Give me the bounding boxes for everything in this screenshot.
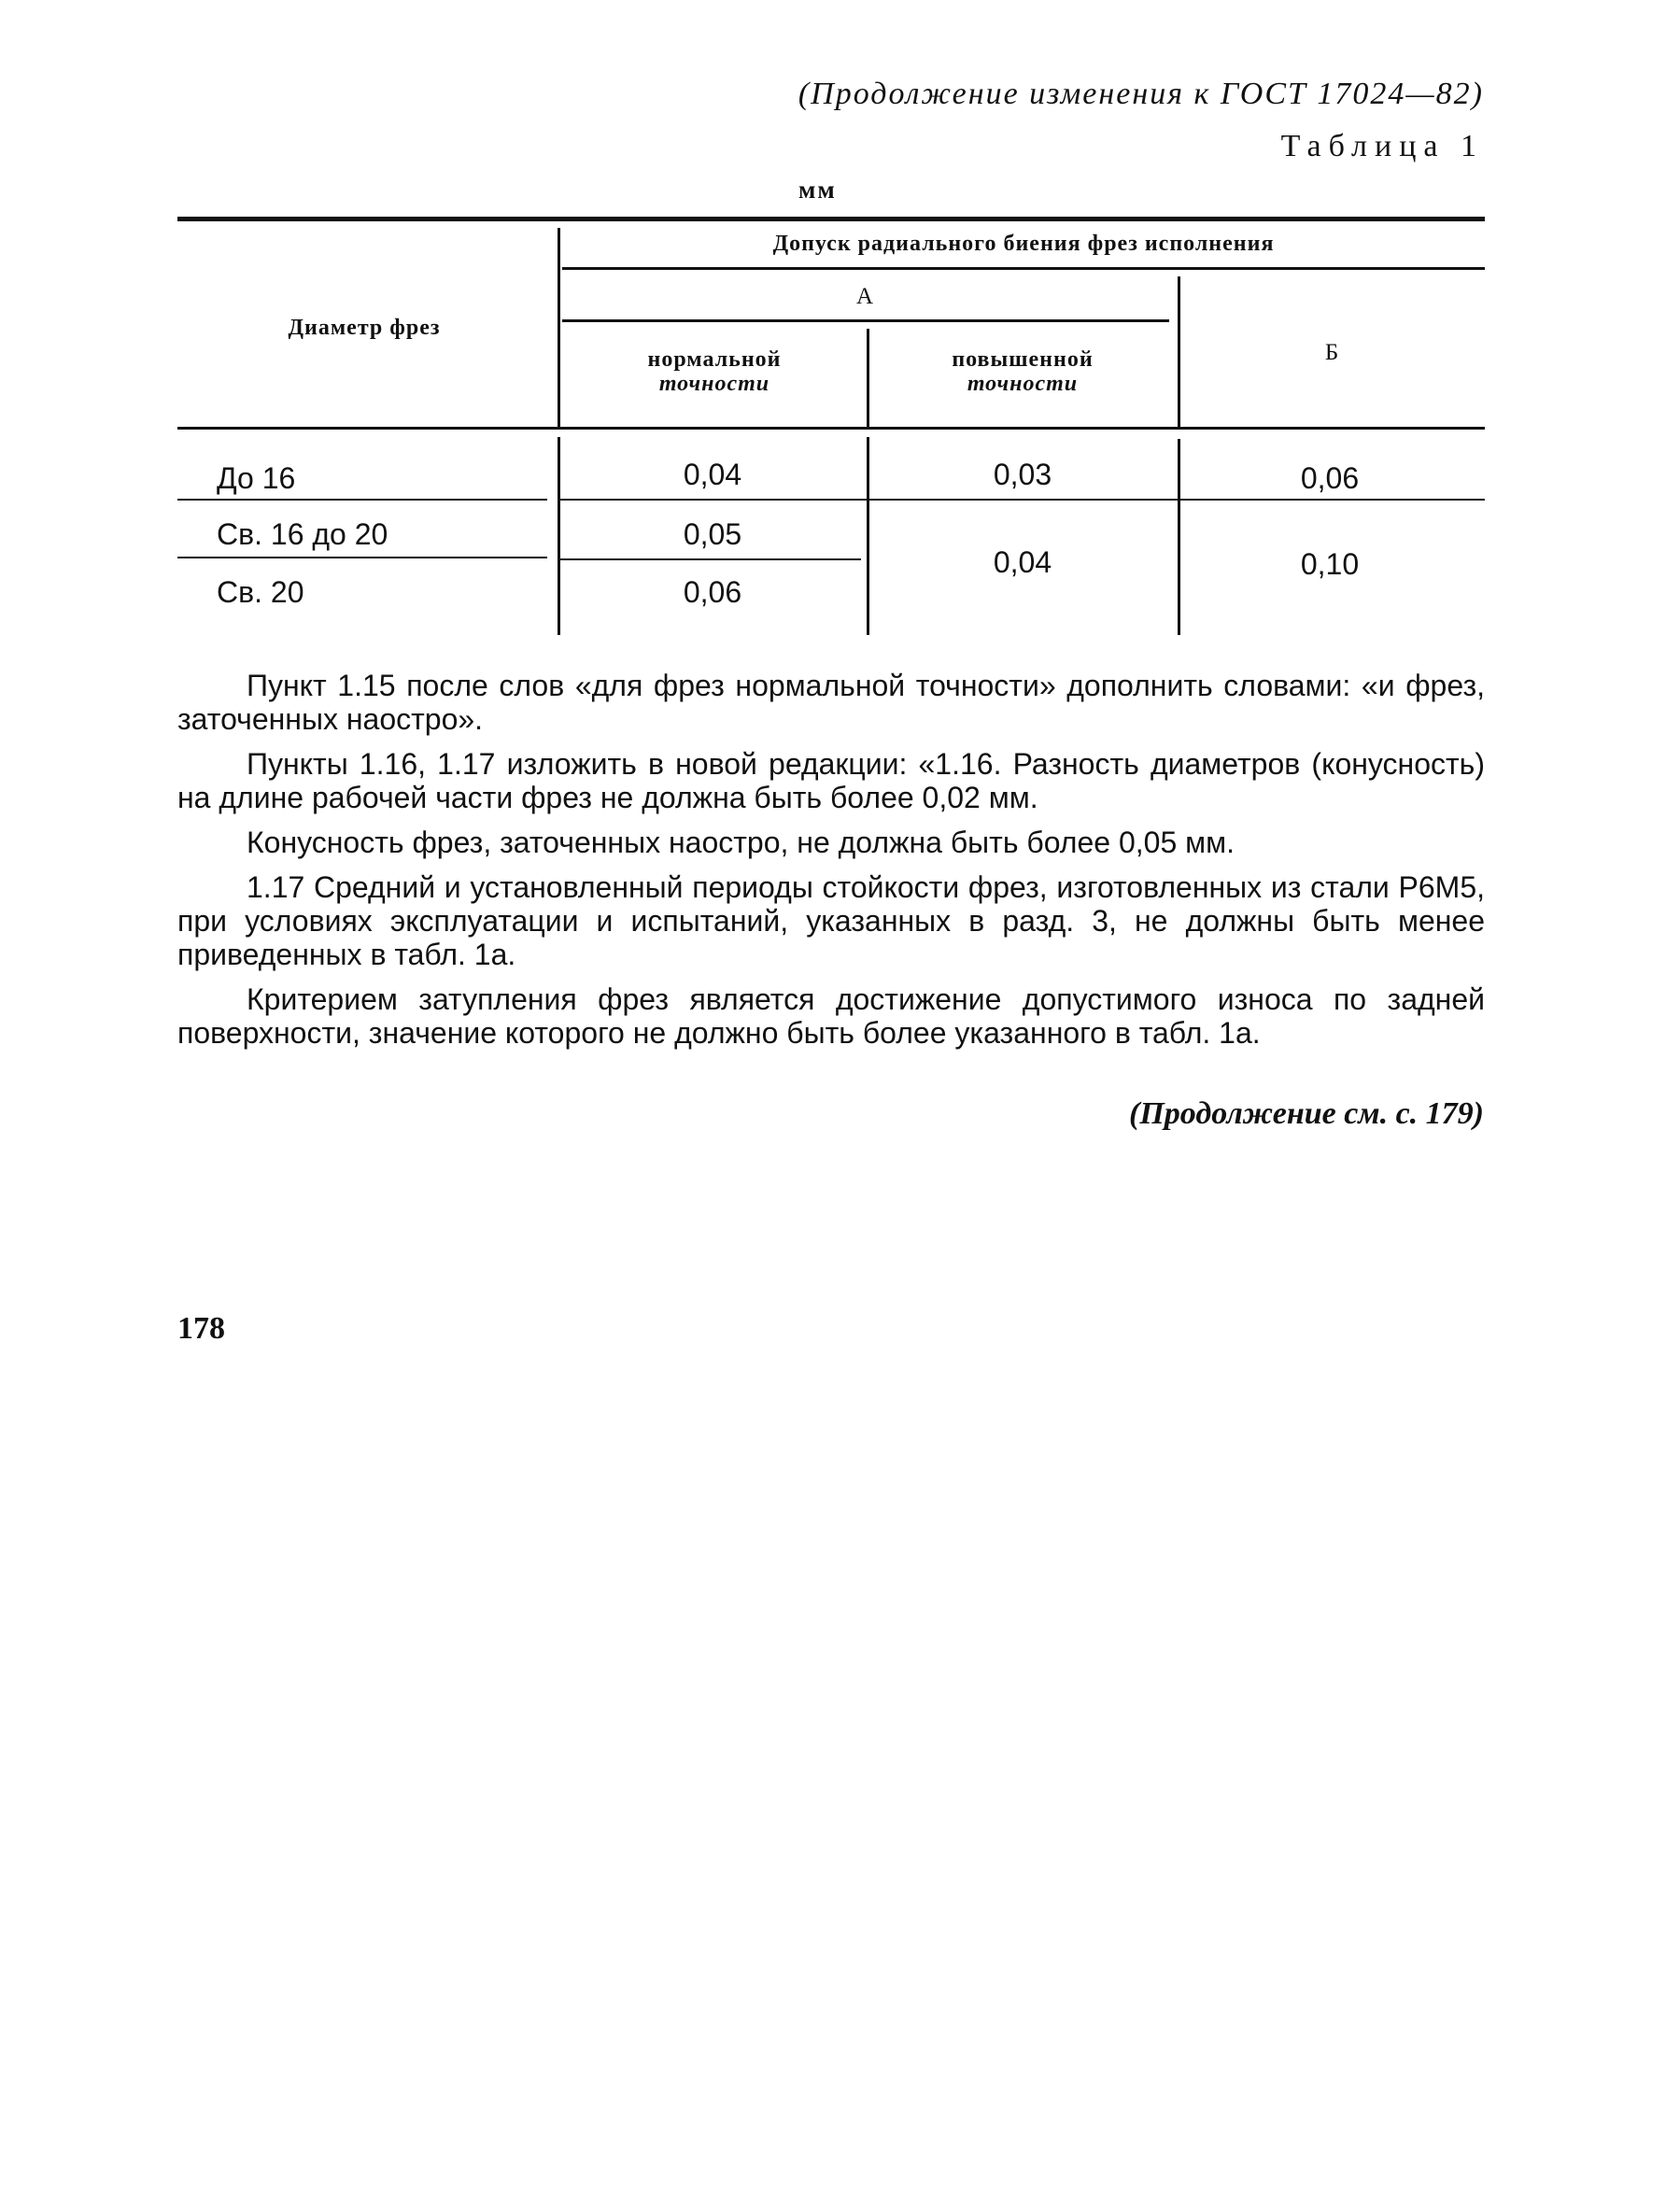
- row-1-b: 0,06: [1300, 461, 1360, 495]
- sub-a-rule: [562, 319, 1169, 322]
- row-1-a-normal: 0,04: [683, 458, 742, 491]
- row-1-diameter: До 16: [217, 461, 296, 495]
- sub-header-a-normal-line-1: нормальной: [647, 347, 782, 372]
- table-units: мм: [798, 176, 837, 204]
- row-2-a-normal: 0,05: [683, 517, 742, 551]
- stub-header: Диаметр фрез: [288, 316, 441, 340]
- paragraph-1: Пункт 1.15 после слов «для фрез нормальной точности» дополнить словами: «и фрез, заточенных наостро».: [177, 669, 1485, 736]
- paragraph-3: Конусность фрез, заточенных наостро, не должна быть более 0,05 мм.: [247, 826, 1235, 859]
- row-rule-1-values: [560, 499, 1485, 501]
- sub-header-a-normal: [562, 347, 867, 396]
- continuation-header: (Продолжение изменения к ГОСТ 17024—82): [798, 77, 1484, 111]
- group-header-rule: [562, 267, 1485, 270]
- sub-header-a-high-line-2: точности: [967, 372, 1079, 396]
- continuation-footer: (Продолжение см. с. 179): [1129, 1096, 1484, 1131]
- paragraph-2: Пункты 1.16, 1.17 изложить в новой редакции: «1.16. Разность диаметров (конусность) на длине рабочей части фрез не должна быть более 0,02 мм.: [177, 747, 1485, 814]
- table-top-rule: [177, 217, 1485, 221]
- sub-header-b: Б: [1324, 340, 1341, 365]
- sub-header-a-high-line-1: повышенной: [952, 347, 1094, 372]
- amendment-text: [177, 669, 1485, 1061]
- row-rule-1-diameter: [177, 499, 547, 501]
- row-3-diameter: Св. 20: [217, 575, 304, 609]
- sub-header-a-normal-line-2: точности: [658, 372, 770, 396]
- sub-header-a: А: [855, 284, 876, 309]
- row-3-a-normal: 0,06: [683, 575, 742, 609]
- row-rule-2-diameter: [177, 557, 547, 558]
- normal-high-divider-header: [867, 329, 869, 429]
- stub-divider-header: [558, 228, 560, 429]
- sub-header-a-high: [870, 347, 1175, 396]
- tolerance-table: [177, 217, 1485, 635]
- header-bottom-rule: [177, 427, 1485, 430]
- paragraph-4: 1.17 Средний и установленный периоды стойкости фрез, изготовленных из стали Р6М5, при условиях эксплуатации и испытаний, указанных в разд. 3, не должны быть менее приведенных в табл. 1а.: [177, 870, 1485, 971]
- rows-2-3-b: 0,10: [1300, 547, 1360, 581]
- row-rule-2-normal: [560, 558, 861, 560]
- page-number: 178: [177, 1311, 225, 1346]
- table-label: Таблица 1: [1280, 129, 1484, 163]
- normal-high-divider-body: [867, 437, 869, 635]
- group-header: Допуск радиального биения фрез исполнения: [772, 232, 1275, 256]
- row-1-a-high: 0,03: [993, 458, 1052, 491]
- rows-2-3-a-high: 0,04: [993, 545, 1052, 579]
- paragraph-5: Критерием затупления фрез является достижение допустимого износа по задней поверхности, значение которого не должно быть более указанного в табл. 1а.: [177, 982, 1485, 1050]
- row-2-diameter: Св. 16 до 20: [217, 517, 388, 551]
